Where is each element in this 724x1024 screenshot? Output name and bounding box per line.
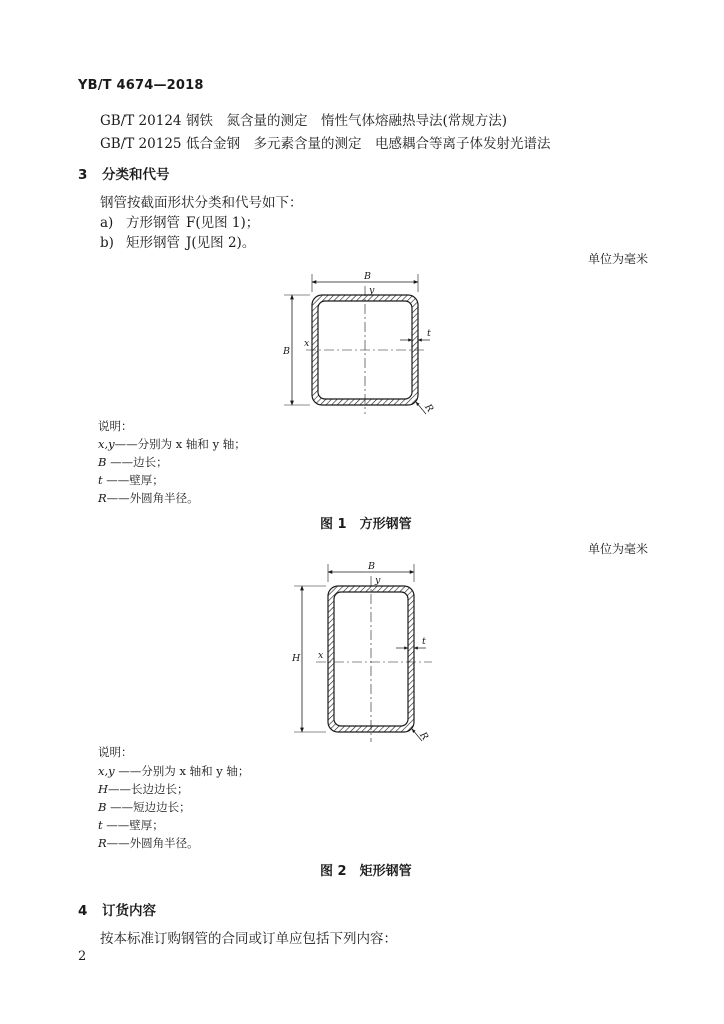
- legend-item: x,y ——分别为 x 轴和 y 轴；: [98, 764, 250, 778]
- axis-label-y: y: [369, 285, 375, 296]
- dim-label-b-top: B: [368, 561, 375, 572]
- unit-note: 单位为毫米: [588, 542, 649, 556]
- reference-title: 低合金钢 多元素含量的测定 电感耦合等离子体发射光谱法: [186, 136, 551, 152]
- section-title: 分类和代号: [102, 167, 170, 183]
- section3-intro: 钢管按截面形状分类和代号如下：: [100, 195, 303, 211]
- section-number: 4: [78, 903, 88, 919]
- section4-intro: 按本标准订购钢管的合同或订单应包括下列内容：: [100, 931, 397, 947]
- section-heading-4: [78, 899, 156, 919]
- unit-note: 单位为毫米: [588, 252, 649, 266]
- section-title: 订货内容: [102, 903, 156, 919]
- section-heading-3: [78, 163, 170, 183]
- section-number: 3: [78, 167, 88, 183]
- dim-label-r: R: [417, 730, 431, 743]
- reference-code: GB/T 20124: [100, 113, 182, 129]
- page-number: 2: [78, 949, 87, 964]
- axis-label-x: x: [304, 338, 310, 349]
- reference-row: [100, 132, 551, 152]
- legend-item: H——长边边长；: [98, 782, 189, 796]
- reference-title: 钢铁 氮含量的测定 惰性气体熔融热导法(常规方法): [186, 113, 508, 129]
- legend-item: B ——短边边长；: [98, 800, 191, 814]
- legend-item: B ——边长；: [98, 455, 168, 469]
- reference-row: [100, 109, 507, 129]
- legend-item: t ——壁厚；: [98, 818, 164, 832]
- list-item-name: 方形钢管: [126, 215, 180, 231]
- dim-label-t: t: [422, 636, 426, 647]
- list-item-code: J(见图 2)。: [186, 235, 256, 251]
- list-item-name: 矩形钢管: [126, 235, 180, 251]
- dim-label-r: R: [422, 402, 436, 415]
- list-item: [100, 231, 255, 251]
- legend-item: t ——壁厚；: [98, 473, 164, 487]
- figure2-caption: 图 2 矩形钢管: [320, 864, 412, 879]
- figure1-drawing: [270, 268, 450, 418]
- dim-label-b-side: B: [283, 346, 290, 357]
- dim-label-t: t: [427, 328, 431, 339]
- list-item-label: b): [100, 235, 114, 251]
- dim-label-h-side: H: [292, 653, 301, 664]
- axis-label-y: y: [375, 575, 381, 586]
- legend-title: 说明：: [98, 419, 133, 433]
- legend-item: R——外圆角半径。: [98, 836, 199, 850]
- legend-item: x,y——分别为 x 轴和 y 轴；: [98, 437, 246, 451]
- legend-item: R——外圆角半径。: [98, 491, 199, 505]
- list-item-label: a): [100, 215, 114, 231]
- dim-label-b-top: B: [364, 271, 371, 282]
- figure2-drawing: [286, 558, 446, 748]
- legend-title: 说明：: [98, 745, 133, 759]
- axis-label-x: x: [318, 650, 324, 661]
- standard-code: YB/T 4674—2018: [78, 78, 204, 93]
- list-item: [100, 211, 259, 231]
- list-item-code: F(见图 1)；: [186, 215, 260, 231]
- reference-code: GB/T 20125: [100, 136, 182, 152]
- figure1-caption: 图 1 方形钢管: [320, 517, 412, 532]
